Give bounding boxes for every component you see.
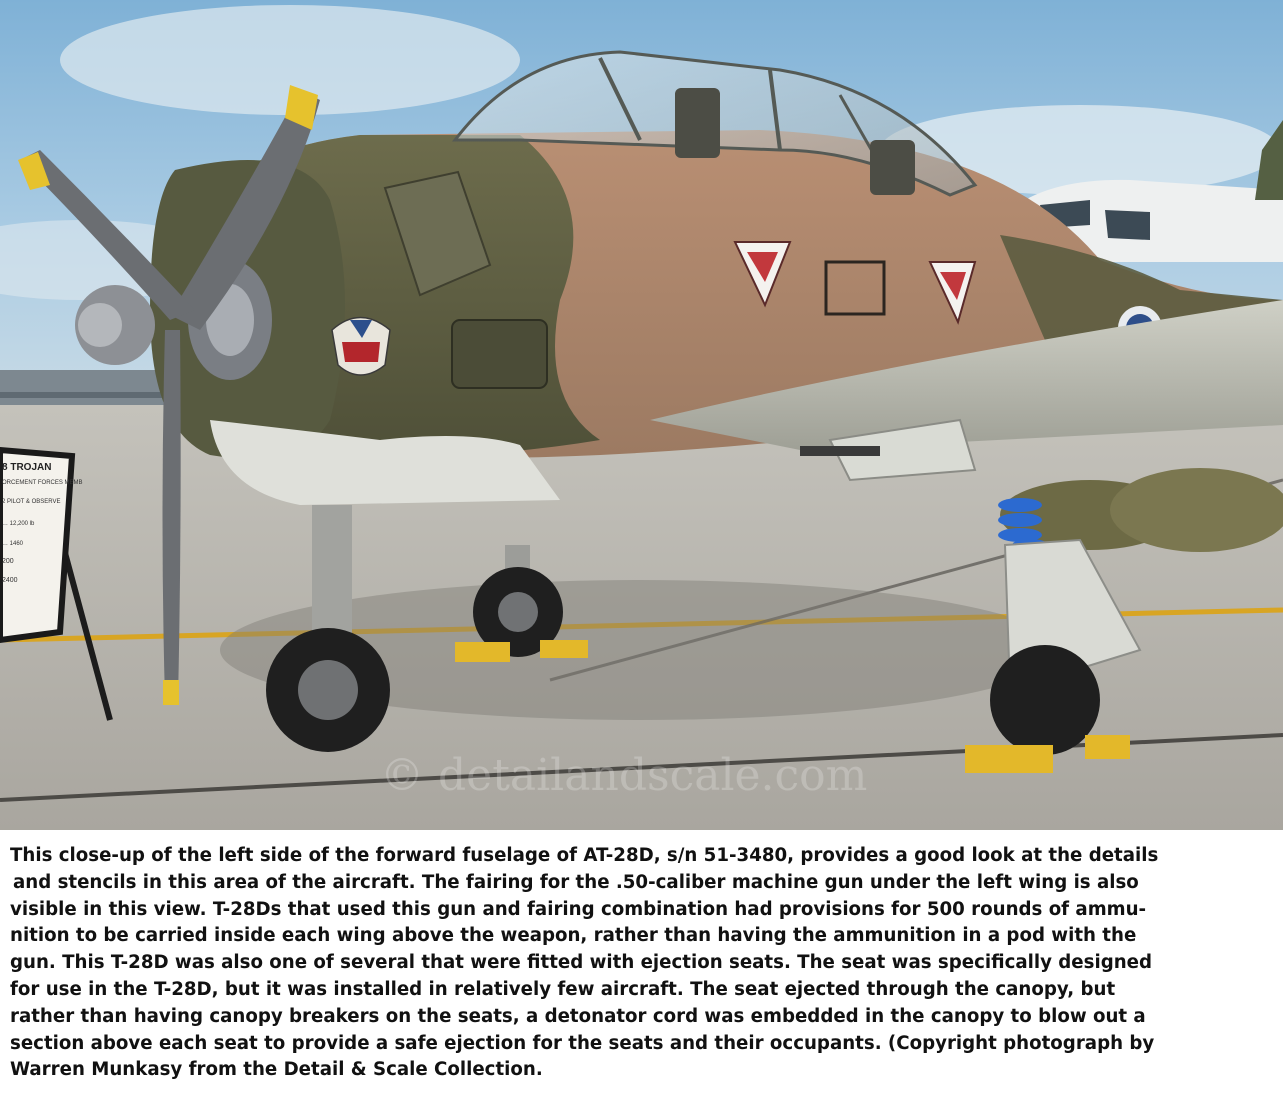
caption-line: Warren Munkasy from the Detail & Scale Collection.: [10, 1059, 543, 1081]
caption-line: rather than having canopy breakers on the seats, a detonator cord was embedded in the canopy to blow out a: [10, 1005, 1146, 1027]
sign-line: ORCEMENT FORCES MEMB: [2, 480, 83, 486]
wheel-chock: [540, 640, 588, 658]
wheel-chock: [965, 745, 1053, 773]
propeller-blade: [163, 330, 181, 700]
sign-line: 2 PILOT & OBSERVE: [2, 499, 61, 505]
right-wheel: [990, 645, 1100, 755]
caption-line: for use in the T-28D, but it was installed in relatively few aircraft. The seat ejected through the canopy, but: [10, 978, 1116, 1000]
caption-line: gun. This T-28D was also one of several that were fitted with ejection seats. The seat was specifically designed: [10, 952, 1153, 974]
main-gear-strut: [312, 505, 352, 645]
wheel-chock: [1085, 735, 1130, 759]
caption-line: section above each seat to provide a safe ejection for the seats and their occupants. (Copyright photograph by: [10, 1032, 1155, 1054]
ejection-seat: [675, 88, 720, 158]
sign-line: 8 TROJAN: [2, 462, 52, 473]
caption-line: visible in this view. T-28Ds that used this gun and fairing combination had provisions for 500 rounds of ammu-: [10, 898, 1147, 920]
sign-line: … 1460: [2, 541, 24, 547]
sign-line: 2400: [2, 577, 18, 584]
caption-line: and stencils in this area of the aircraft. The fairing for the .50-caliber machine gun under the left wing is also: [13, 871, 1139, 893]
machine-gun-barrel: [800, 446, 880, 456]
watermark: © detailandscale.com: [380, 750, 868, 801]
caption-line: nition to be carried inside each wing above the weapon, rather than having the ammunition in a pod with the: [10, 925, 1137, 947]
sign-line: … 12,200 lb: [2, 521, 35, 527]
wheel-chock: [455, 642, 510, 662]
ejection-seat: [870, 140, 915, 195]
caption-line: This close-up of the left side of the forward fuselage of AT-28D, s/n 51-3480, provides a good look at the details: [10, 845, 1159, 866]
photo-caption: [10, 843, 1278, 1084]
sign-line: 200: [2, 558, 14, 565]
background-fence: [0, 370, 170, 405]
exhaust-louvers: [452, 320, 547, 388]
